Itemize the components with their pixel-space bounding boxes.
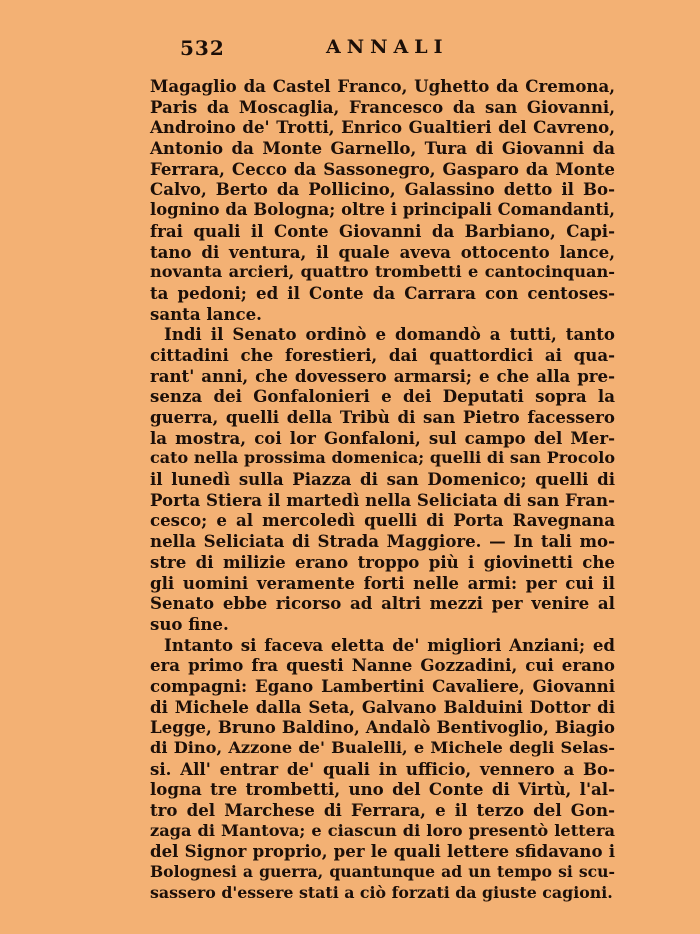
text-line: di Michele dalla Seta, Galvano Balduini Dottor di [150, 696, 615, 717]
text-line: tro del Marchese di Ferrara, e il terzo del Gon- [150, 800, 615, 821]
text-line: guerra, quelli della Tribù di san Pietro facessero [150, 407, 615, 427]
text-line: cato nella prossima domenica; quelli di san Procolo [150, 448, 615, 468]
text-line: cittadini che forestieri, dai quattordici ai qua- [150, 344, 615, 365]
text-line: suo fine. [150, 613, 229, 634]
page-header [0, 36, 700, 62]
text-line: si. All' entrar de' quali in ufficio, vennero a Bo- [150, 758, 615, 779]
text-line: Legge, Bruno Baldino, Andalò Bentivoglio, Biagio [150, 717, 615, 738]
text-line: cesco; e al mercoledì quelli di Porta Ravegnana [150, 510, 615, 531]
running-title: ANNALI [326, 36, 449, 58]
text-line: Antonio da Monte Garnello, Tura di Giovanni da [150, 138, 615, 159]
text-line: stre di milizie erano troppo più i giovinetti che [150, 551, 615, 572]
text-line: Senato ebbe ricorso ad altri mezzi per venire al [150, 593, 615, 614]
page-number: 532 [180, 36, 225, 60]
text-line: lognino da Bologna; oltre i principali Comandanti, [150, 200, 615, 220]
text-line: del Signor proprio, per le quali lettere sfidavano i [150, 841, 615, 862]
text-line: Paris da Moscaglia, Francesco da san Giovanni, [150, 96, 615, 117]
text-line: Indi il Senato ordinò e domandò a tutti, tanto [164, 324, 615, 345]
text-line: Intanto si faceva eletta de' migliori Anziani; ed [164, 634, 615, 655]
text-line: ta pedoni; ed il Conte da Carrara con centoses- [150, 282, 615, 303]
text-line: il lunedì sulla Piazza di san Domenico; quelli di [150, 469, 615, 490]
text-line: rant' anni, che dovessero armarsi; e che alla pre- [150, 365, 615, 386]
text-line: nella Seliciata di Strada Maggiore. — In tali mo- [150, 531, 615, 552]
text-line: sassero d'essere stati a ciò forzati da giuste cagioni. [150, 882, 613, 902]
text-line: di Dino, Azzone de' Bualelli, e Michele degli Selas- [150, 738, 615, 757]
text-line: senza dei Gonfalonieri e dei Deputati sopra la [150, 386, 615, 407]
text-line: Porta Stiera il martedì nella Seliciata di san Fran- [150, 489, 615, 510]
text-line: frai quali il Conte Giovanni da Barbiano, Capi- [150, 220, 615, 241]
text-line: era primo fra questi Nanne Gozzadini, cui erano [150, 655, 615, 676]
text-line: zaga di Mantova; e ciascun di loro presentò lettera [150, 820, 615, 840]
text-line: la mostra, coi lor Gonfaloni, sul campo del Mer- [150, 427, 615, 448]
text-line: gli uomini veramente forti nelle armi: per cui il [150, 572, 615, 593]
body-text [150, 76, 615, 904]
text-line: logna tre trombetti, uno del Conte di Virtù, l'al- [150, 779, 615, 800]
text-line: tano di ventura, il quale aveva ottocento lance, [150, 241, 615, 262]
text-line: Calvo, Berto da Pollicino, Galassino detto il Bo- [150, 179, 615, 200]
text-line: novanta arcieri, quattro trombetti e cantocinquan- [150, 262, 615, 282]
text-line: compagni: Egano Lambertini Cavaliere, Giovanni [150, 675, 615, 696]
text-line: Androino de' Trotti, Enrico Gualtieri del Cavreno, [150, 117, 615, 138]
text-line: Magaglio da Castel Franco, Ughetto da Cremona, [150, 76, 615, 96]
text-line: Bolognesi a guerra, quantunque ad un tempo si scu- [150, 862, 615, 882]
text-line: Ferrara, Cecco da Sassonegro, Gasparo da Monte [150, 158, 615, 179]
text-line: santa lance. [150, 303, 262, 324]
